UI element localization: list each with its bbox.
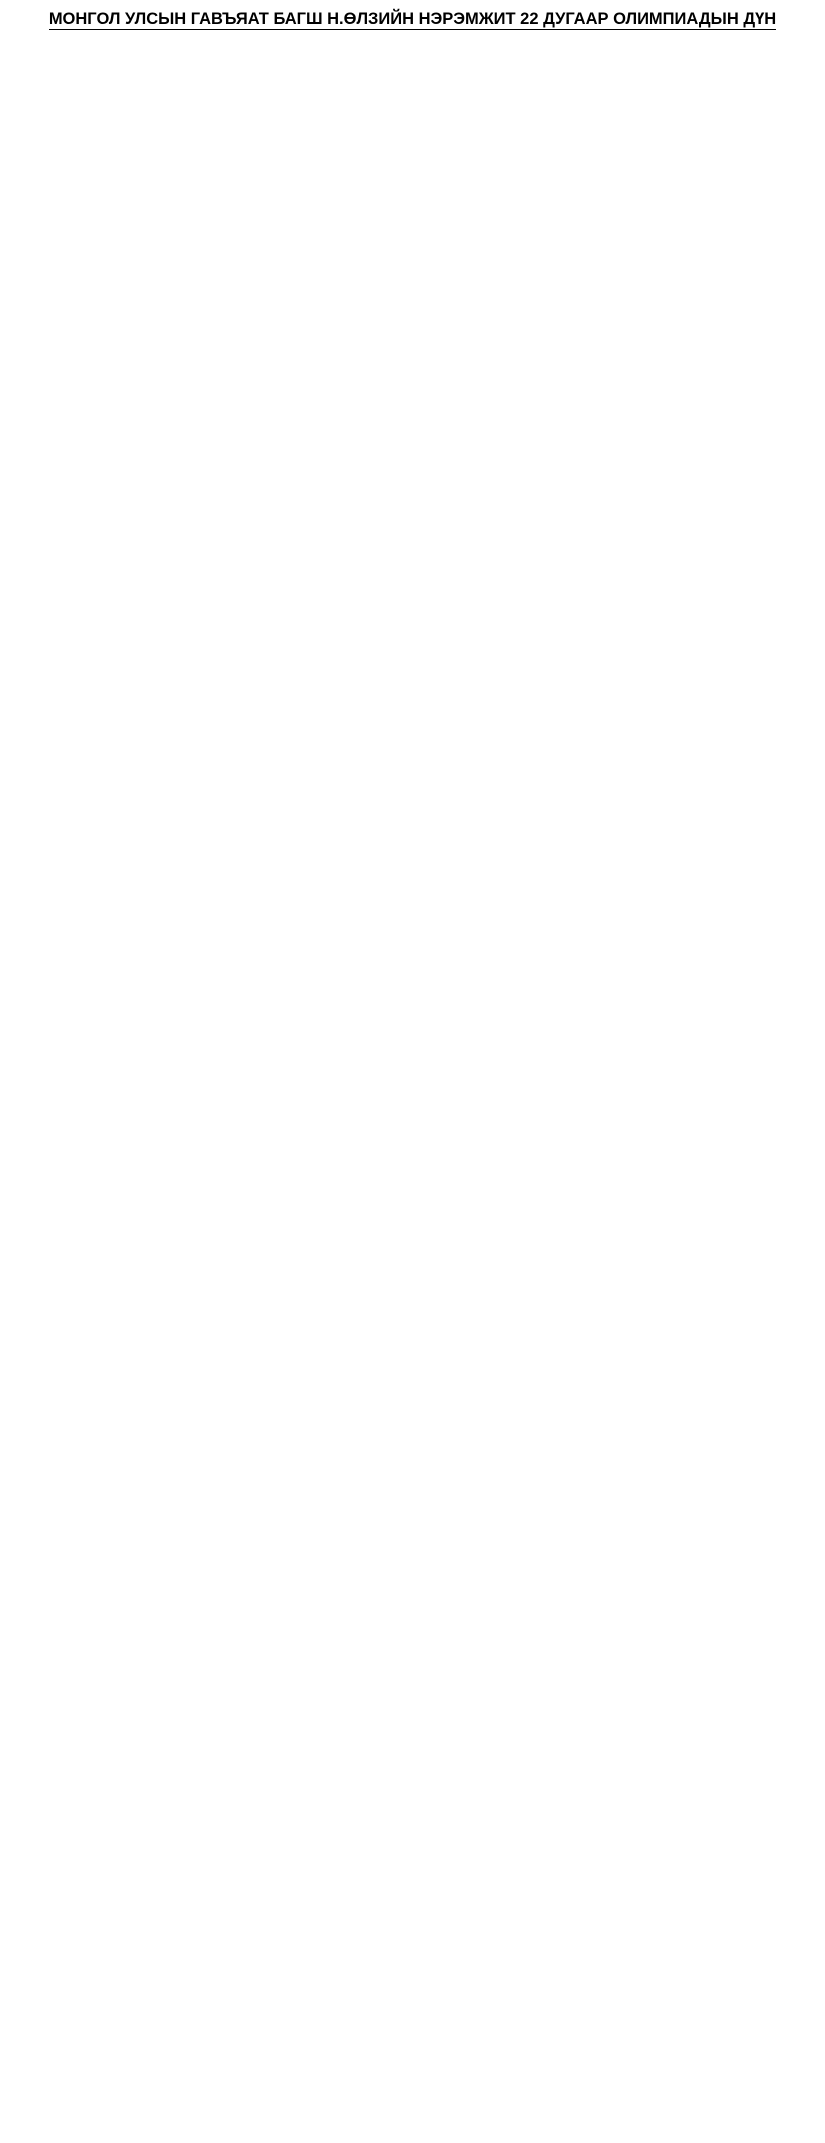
page-title <box>0 10 825 29</box>
page-title-text: МОНГОЛ УЛСЫН ГАВЪЯАТ БАГШ Н.ӨЛЗИЙН НЭРЭМЖИТ 22 ДУГААР ОЛИМПИАДЫН ДҮН <box>48 10 777 28</box>
